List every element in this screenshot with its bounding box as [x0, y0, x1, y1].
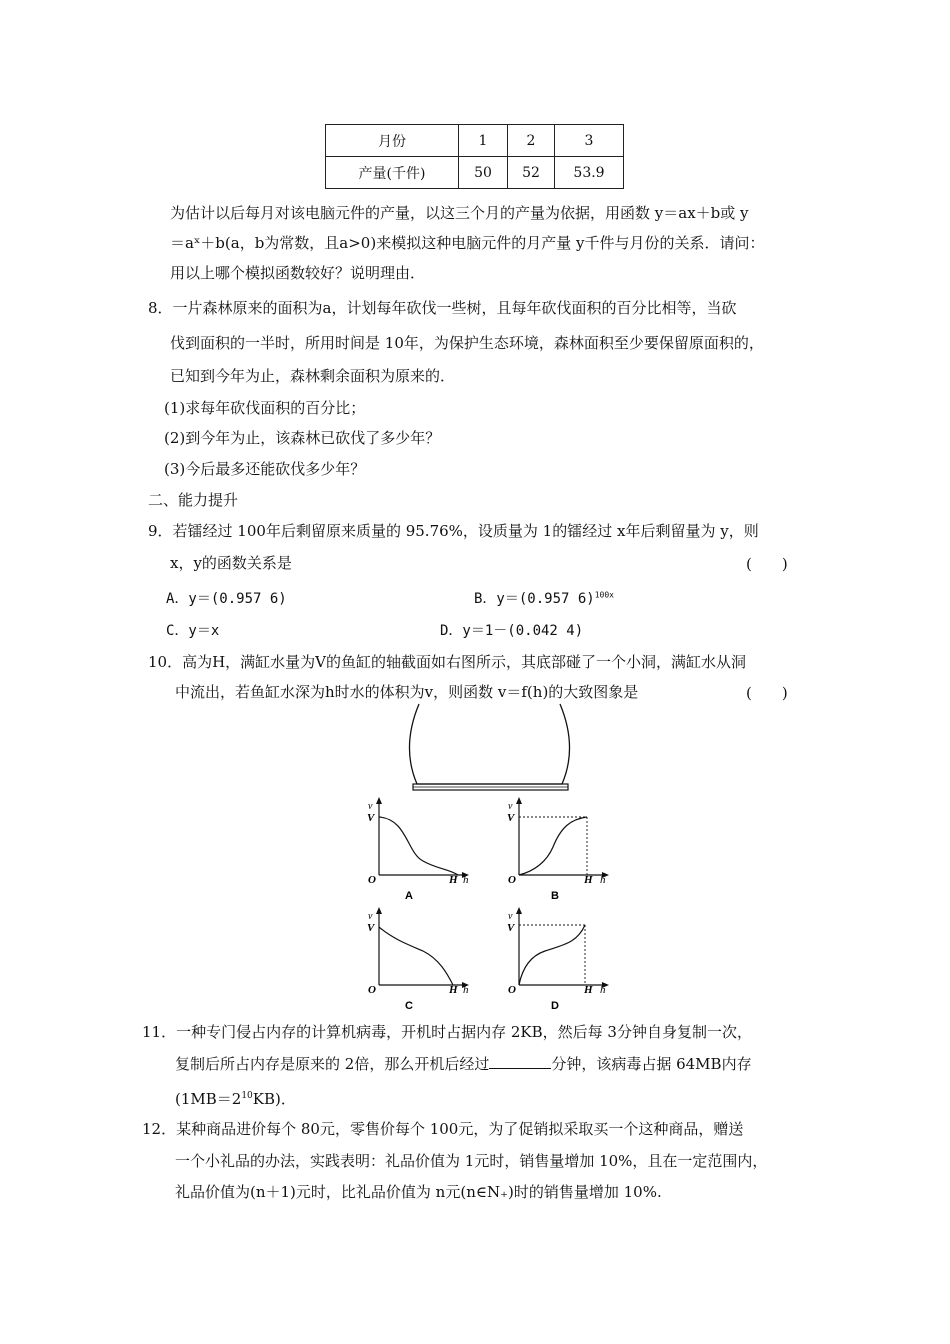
- table-header-row: [326, 125, 624, 157]
- graph-label: B: [551, 890, 559, 900]
- axis-label-V: V: [507, 812, 515, 824]
- graph-label: A: [405, 890, 413, 900]
- axis-label-H: H: [449, 984, 458, 996]
- axis-label-V: V: [367, 812, 375, 824]
- origin-label: O: [368, 874, 376, 886]
- problem-12-line-3: 礼品价值为(n＋1)元时，比礼品价值为 n元(n∈N₊)时的销售量增加 10%.: [175, 1183, 662, 1201]
- problem-11-line-3: $(1MB=2^{10}KB)$．: [175, 1090, 296, 1108]
- axis-label-v: v: [508, 801, 513, 812]
- problem-7-line-3: 用以上哪个模拟函数较好？说明理由．: [170, 264, 426, 282]
- axis-label-v: v: [508, 911, 513, 922]
- axis-label-h: h: [463, 984, 469, 996]
- problem-7-line-2: ＝aˣ＋b(a，b为常数，且a>0)来模拟这种电脑元件的月产量 y千件与月份的关系．请问：: [170, 234, 765, 252]
- answer-parentheses: ( ): [746, 555, 788, 573]
- graph-a: [365, 795, 475, 900]
- section-heading: 二、能力提升: [148, 491, 239, 509]
- problem-11-line-2: 复制后所占内存是原来的 2倍，那么开机后经过 分钟，该病毒占据 64MB内存: [175, 1055, 752, 1073]
- problem-8-sub-1: (1)求每年砍伐面积的百分比；: [164, 399, 366, 417]
- origin-label: O: [508, 984, 516, 996]
- problem-8-sub-3: (3)今后最多还能砍伐多少年？: [164, 460, 366, 478]
- graph-c: [365, 905, 475, 1010]
- axis-label-H: H: [584, 874, 593, 886]
- table-cell: 53.9: [555, 157, 624, 189]
- graph-b: [505, 795, 615, 900]
- table-cell: 产量(千件): [326, 157, 459, 189]
- problem-10-line-2: 中流出，若鱼缸水深为h时水的体积为v，则函数 v＝f(h)的大致图象是: [175, 683, 639, 701]
- problem-9-line-1: 9．若镭经过 100年后剩留原来质量的 95.76%，设质量为 1的镭经过 x年后剩留量为 y，则: [148, 522, 759, 540]
- origin-label: O: [508, 874, 516, 886]
- option-c: C．y＝x: [166, 623, 220, 639]
- axis-label-v: v: [368, 911, 373, 922]
- graph-label: D: [551, 1000, 559, 1010]
- graph-d: [505, 905, 615, 1010]
- option-d: D．y＝1－(0.042 4): [440, 623, 584, 639]
- origin-label: O: [368, 984, 376, 996]
- fish-tank-diagram: [400, 702, 580, 794]
- problem-7-line-1: 为估计以后每月对该电脑元件的产量，以这三个月的产量为依据，用函数 y＝ax＋b或 y: [170, 204, 749, 222]
- problem-8-line-1: 8．一片森林原来的面积为a，计划每年砍伐一些树，且每年砍伐面积的百分比相等，当砍: [148, 299, 737, 317]
- table-cell: 月份: [326, 125, 459, 157]
- problem-11-line-1: 11．一种专门侵占内存的计算机病毒，开机时占据内存 2KB，然后每 3分钟自身复制一次，: [142, 1023, 752, 1041]
- axis-label-h: h: [600, 874, 606, 886]
- problem-8-line-3: 已知到今年为止，森林剩余面积为原来的．: [170, 367, 456, 385]
- problem-10-line-1: 10．高为H，满缸水量为V的鱼缸的轴截面如右图所示，其底部碰了一个小洞，满缸水从洞: [148, 653, 747, 671]
- axis-label-H: H: [584, 984, 593, 996]
- production-table: [325, 124, 624, 189]
- axis-label-H: H: [449, 874, 458, 886]
- table-cell: 1: [459, 125, 508, 157]
- answer-parentheses: ( ): [746, 684, 788, 702]
- table-cell: 52: [508, 157, 555, 189]
- answer-blank[interactable]: [489, 1054, 551, 1069]
- axis-label-h: h: [600, 984, 606, 996]
- table-cell: 50: [459, 157, 508, 189]
- table-cell: 3: [555, 125, 624, 157]
- problem-8-line-2: 伐到面积的一半时，所用时间是 10年，为保护生态环境，森林面积至少要保留原面积的，: [170, 334, 764, 352]
- table-cell: 2: [508, 125, 555, 157]
- option-b: B．y＝(0.957 6)$^{100x}$: [474, 590, 614, 607]
- table-row: [326, 157, 624, 189]
- problem-8-sub-2: (2)到今年为止，该森林已砍伐了多少年？: [164, 429, 441, 447]
- option-a: A．y＝(0.957 6): [166, 591, 287, 607]
- axis-label-V: V: [367, 922, 375, 934]
- axis-label-h: h: [463, 874, 469, 886]
- graph-label: C: [405, 1000, 413, 1010]
- axis-label-v: v: [368, 801, 373, 812]
- problem-9-line-2: x，y的函数关系是: [170, 554, 292, 572]
- axis-label-V: V: [507, 922, 515, 934]
- problem-12-line-2: 一个小礼品的办法，实践表明：礼品价值为 1元时，销售量增加 10%，且在一定范围内，: [175, 1152, 768, 1170]
- problem-12-line-1: 12．某种商品进价每个 80元，零售价每个 100元，为了促销拟采取买一个这种商品，赠送: [142, 1120, 744, 1138]
